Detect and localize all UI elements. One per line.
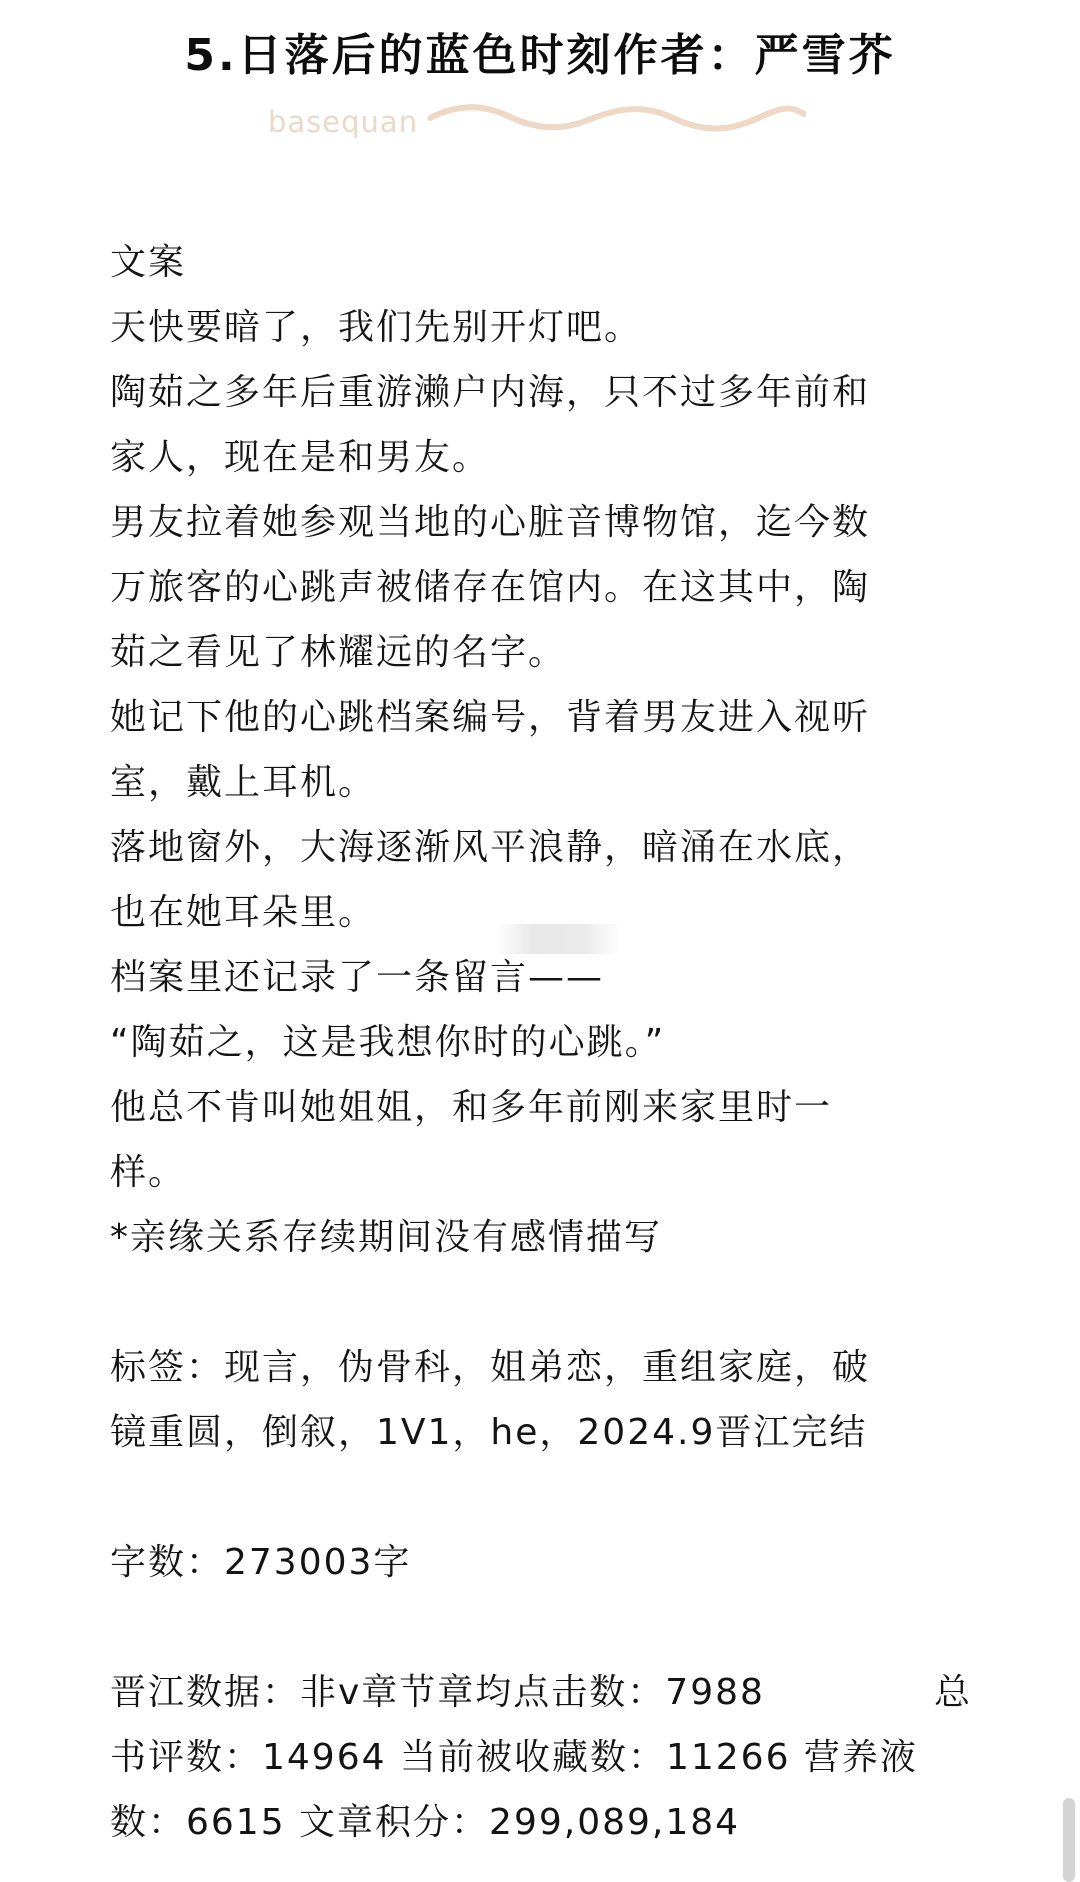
synopsis-line: 落地窗外，大海逐渐风平浪静，暗涌在水底，	[110, 827, 871, 868]
stats-total-label: 总	[933, 1672, 972, 1713]
spacer	[110, 1270, 972, 1335]
synopsis-line: 档案里还记录了一条留言——	[110, 957, 605, 998]
synopsis-heading: 文案	[110, 242, 187, 283]
spacer	[110, 1465, 972, 1530]
synopsis-line: 家人，现在是和男友。	[110, 437, 491, 478]
synopsis-line: 样。	[110, 1152, 187, 1193]
stats-line: 书评数：14964 当前被收藏数：11266 营养液	[110, 1737, 918, 1778]
synopsis-line: *亲缘关系存续期间没有感情描写	[110, 1217, 663, 1258]
stats-line	[110, 1660, 972, 1725]
watermark-text: basequan	[268, 105, 419, 139]
word-count: 字数：273003字	[110, 1542, 412, 1583]
synopsis-line: 陶茹之多年后重游濑户内海，只不过多年前和	[110, 372, 871, 413]
stats-line: 数：6615 文章积分：299,089,184	[110, 1802, 741, 1843]
synopsis-line: 他总不肯叫她姐姐，和多年前刚来家里时一	[110, 1087, 833, 1128]
synopsis-line: 男友拉着她参观当地的心脏音博物馆，迄今数	[110, 502, 871, 543]
tags-line: 标签：现言，伪骨科，姐弟恋，重组家庭，破	[110, 1347, 871, 1388]
synopsis-line: 也在她耳朵里。	[110, 892, 377, 933]
synopsis-line: 万旅客的心跳声被储存在馆内。在这其中，陶	[110, 567, 871, 608]
spacer	[110, 1595, 972, 1660]
stats-clicks: 晋江数据：非v章节章均点击数：7988	[110, 1672, 765, 1713]
synopsis-line: “陶茹之，这是我想你时的心跳。”	[110, 1022, 666, 1063]
synopsis-body	[110, 230, 972, 1855]
page-title: 5.日落后的蓝色时刻作者：严雪芥	[184, 30, 896, 81]
synopsis-line: 室，戴上耳机。	[110, 762, 377, 803]
synopsis-line: 她记下他的心跳档案编号，背着男友进入视听	[110, 697, 871, 738]
image-glare	[495, 924, 621, 954]
scrollbar-thumb[interactable]	[1063, 1798, 1075, 1882]
synopsis-line: 天快要暗了，我们先别开灯吧。	[110, 307, 643, 348]
synopsis-line: 茹之看见了林耀远的名字。	[110, 632, 567, 673]
tags-line: 镜重圆，倒叙，1V1，he，2024.9晋江完结	[110, 1412, 868, 1453]
wave-ornament	[428, 102, 806, 136]
